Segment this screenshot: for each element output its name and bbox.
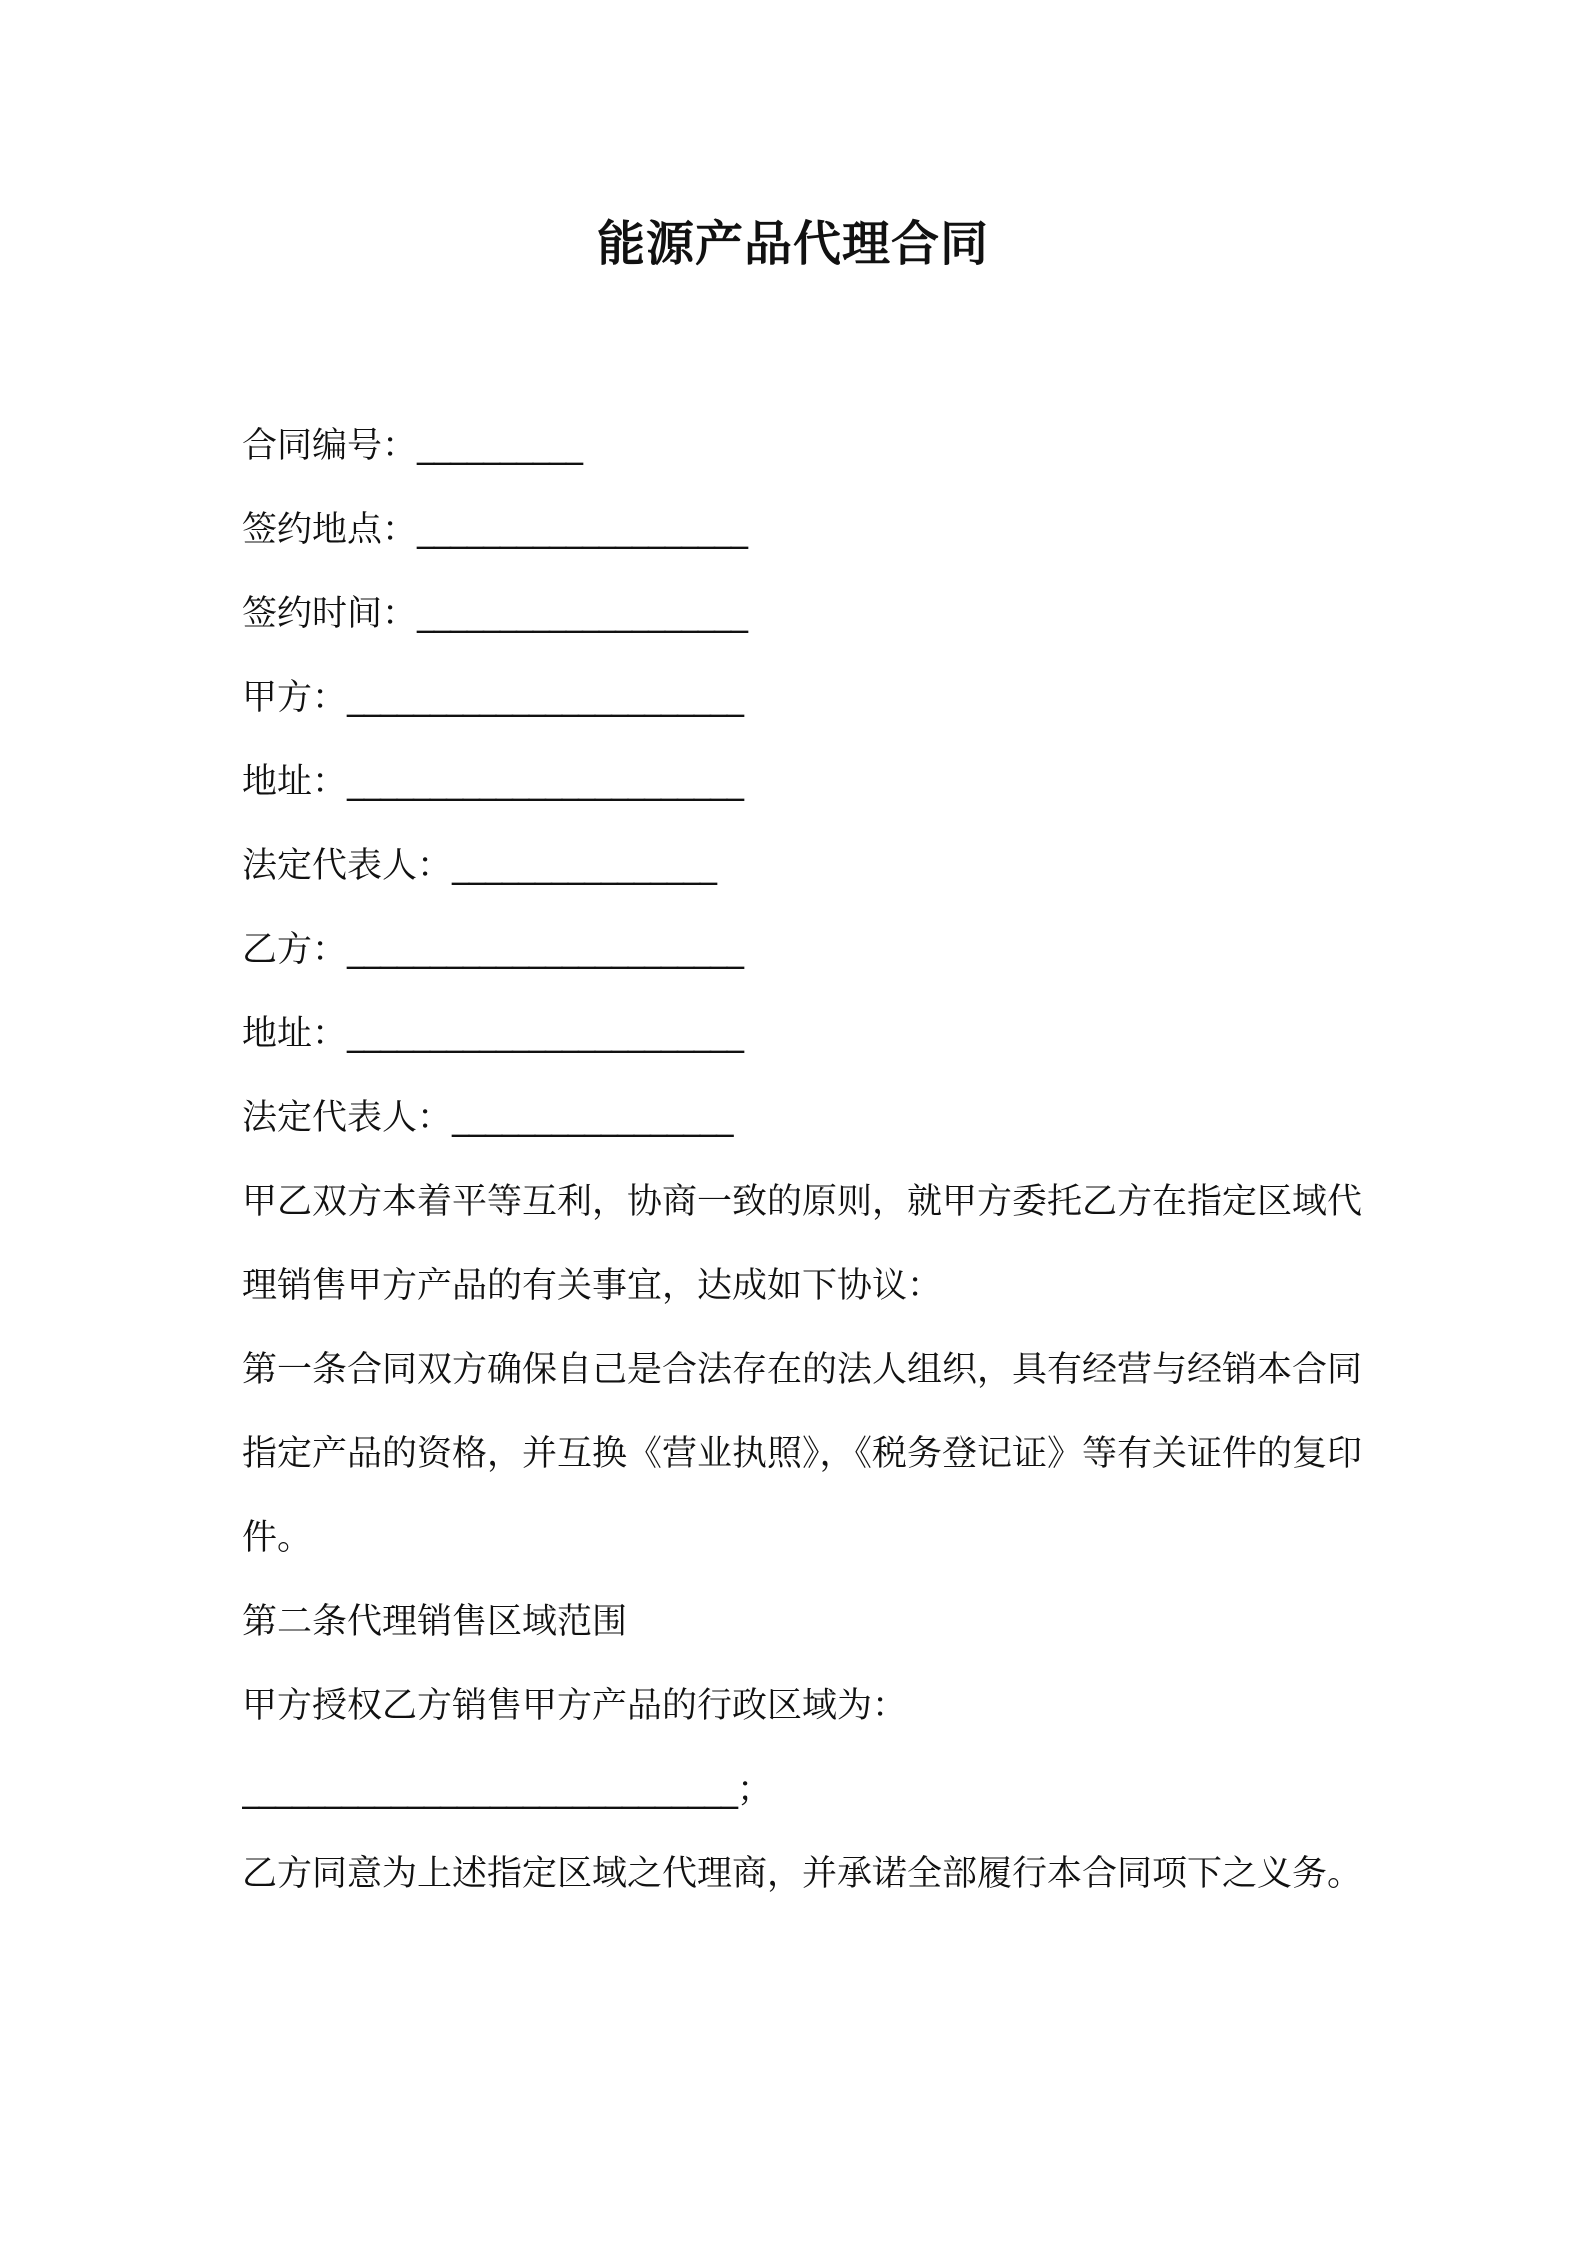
document-title: 能源产品代理合同 [596,216,989,272]
field-party-a-address [242,740,1362,824]
field-label: 法定代表人： [242,846,453,886]
blank-line: ______________________________ [242,1770,737,1810]
field-signing-time [242,572,1362,656]
blank-line: __________ [417,426,583,466]
blank-line: ____________________ [417,510,748,550]
field-label: 甲方： [242,678,348,718]
document-body [242,404,1362,1916]
field-party-a-representative [242,824,1362,908]
field-party-b-representative [242,1076,1362,1160]
field-label: 合同编号： [242,426,418,466]
field-label: 地址： [242,1014,348,1054]
field-party-a [242,656,1362,740]
blank-line: ________________________ [347,1014,744,1054]
blank-line: ________________ [452,846,717,886]
field-label: 乙方： [242,930,348,970]
field-label: 地址： [242,762,348,802]
field-signing-place [242,488,1362,572]
field-label: 签约时间： [242,594,418,634]
field-party-b-address [242,992,1362,1076]
sales-region-blank-line [242,1748,1362,1832]
sales-region-paragraph: 甲方授权乙方销售甲方产品的行政区域为： [242,1686,908,1726]
field-contract-number [242,404,1362,488]
field-party-b [242,908,1362,992]
article-2-heading: 第二条代理销售区域范围 [242,1602,628,1642]
blank-line: ________________________ [347,930,744,970]
article-1-paragraph: 第一条合同双方确保自己是合法存在的法人组织，具有经营与经销本合同指定产品的资格，并互换《营业执照》，《税务登记证》等有关证件的复印件。 [242,1350,1363,1558]
blank-line: _________________ [452,1098,733,1138]
closing-paragraph: 乙方同意为上述指定区域之代理商，并承诺全部履行本合同项下之义务。 [242,1854,1363,1894]
semicolon: ； [737,1770,773,1810]
field-label: 法定代表人： [242,1098,453,1138]
field-label: 签约地点： [242,510,418,550]
intro-paragraph: 甲乙双方本着平等互利，协商一致的原则，就甲方委托乙方在指定区域代理销售甲方产品的有关事宜，达成如下协议： [242,1182,1363,1306]
blank-line: ________________________ [347,678,744,718]
blank-line: ________________________ [347,762,744,802]
blank-line: ____________________ [417,594,748,634]
